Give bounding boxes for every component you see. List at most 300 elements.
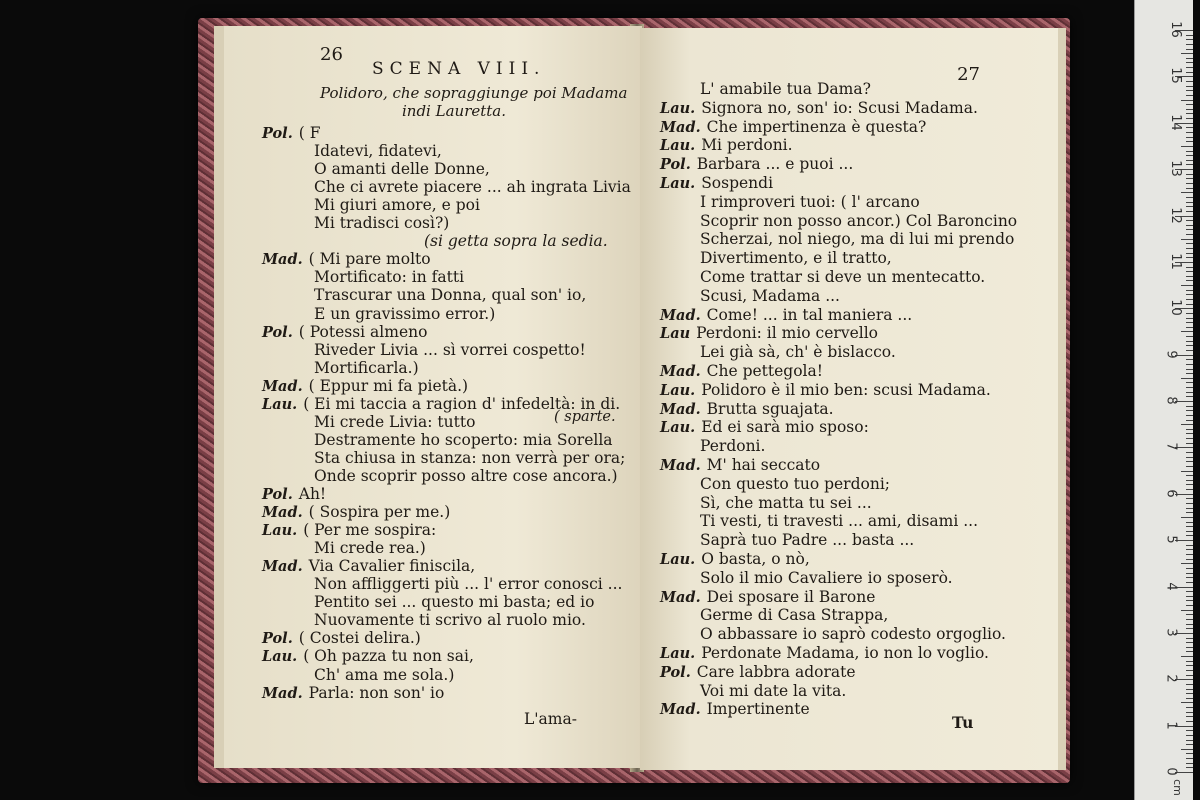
ruler-tick [1186,174,1193,175]
ruler-tick [1186,531,1193,532]
verse-line [262,503,450,522]
ruler-tick [1186,253,1193,254]
verse-line [262,647,474,666]
verse-line [262,666,454,684]
ruler-tick [1186,229,1193,230]
speaker-label: Mad. [262,251,303,269]
ruler-tick [1186,707,1193,708]
ruler-tick [1186,197,1193,198]
ruler-tick [1186,322,1193,323]
line-text: Trascurar una Donna, qual son' io, [314,286,587,305]
speaker-label: Lau. [660,137,696,155]
ruler-tick [1186,39,1193,40]
line-text: Voi mi date la vita. [700,681,847,700]
verse-line [262,449,625,467]
verse-line [660,550,810,569]
ruler-tick [1186,577,1193,578]
line-text: ( Per me sospira: [303,521,437,540]
ruler-tick [1186,81,1193,82]
line-text: Dei sposare il Barone [706,587,876,606]
speaker-label: Mad. [262,504,303,522]
line-text: Come trattar si deve un mentecatto. [700,268,986,286]
ruler-tick [1186,433,1193,434]
ruler-unit: cm [1170,779,1184,796]
verse-line [262,178,631,196]
ruler-tick [1186,341,1193,342]
verse-line [660,118,926,137]
ruler-tick [1186,364,1193,365]
ruler-tick [1186,392,1193,393]
line-text: Parla: non son' io [308,683,445,702]
ruler-tick [1186,545,1193,546]
ruler-tick [1181,610,1193,611]
verse-line [660,437,765,455]
ruler-tick [1186,267,1193,268]
ruler-tick [1181,702,1193,703]
verse-line [262,196,480,214]
right-page [640,28,1066,770]
verse-line [660,230,1014,248]
speaker-label: Mad. [262,377,303,395]
ruler-tick [1181,517,1193,518]
ruler-tick [1186,614,1193,615]
ruler-tick [1186,127,1193,128]
ruler-tick [1186,508,1193,509]
speaker-label: Lau. [262,395,298,413]
line-text: ( Costei delira.) [298,629,421,648]
verse-line [660,400,834,419]
ruler-tick [1186,118,1193,119]
verse-line [660,193,920,211]
verse-line [660,606,888,624]
ruler-tick [1181,100,1193,101]
verse-line [262,539,426,557]
ruler-tick [1186,188,1193,189]
ruler-tick [1181,239,1193,240]
line-text: I rimproveri tuoi: ( l' arcano [700,192,920,211]
ruler-tick [1186,387,1193,388]
line-text: ( Oh pazza tu non sai, [303,647,474,666]
ruler-tick [1186,183,1193,184]
line-text: Barbara ... e puoi ... [696,155,854,174]
ruler-tick [1186,95,1193,96]
verse-line [262,467,618,485]
ruler-tick [1181,331,1193,332]
line-text: Scherzai, nol niego, ma di lui mi prendo [700,230,1015,249]
ruler-tick [1186,512,1193,513]
line-text: Mi perdoni. [701,136,793,155]
ruler-number: 15 [1167,67,1183,85]
verse-line [262,684,444,703]
speaker-label: Pol. [262,125,293,142]
ruler-tick [1181,471,1193,472]
ruler-tick [1186,591,1193,592]
ruler-tick [1186,638,1193,639]
line-text: Ed ei sarà mio sposo: [701,418,869,437]
ruler-tick [1186,35,1193,36]
speaker-label: Pol. [262,630,293,648]
ruler-tick [1186,206,1193,207]
line-text: Solo il mio Cavaliere io sposerò. [700,568,953,587]
speaker-label: Pol. [660,156,691,174]
verse-line [660,136,793,155]
ruler-tick [1181,53,1193,54]
ruler-tick [1186,369,1193,370]
line-text: Care labbra adorate [696,662,856,681]
verse-line [262,305,495,323]
ruler-number: 6 [1163,489,1179,498]
line-text: Con questo tuo perdoni; [700,474,891,493]
ruler-tick [1181,656,1193,657]
line-text: Brutta sguajata. [706,399,834,418]
verse-line [660,174,773,193]
ruler-number: 11 [1167,253,1183,270]
ruler-tick [1186,304,1193,305]
verse-line [262,359,419,377]
line-text: O basta, o nò, [701,550,810,568]
ruler-tick [1186,178,1193,179]
measurement-ruler [1134,0,1193,800]
page-number: 26 [320,44,343,65]
line-text: Mi giuri amore, e poi [314,196,480,215]
ruler-tick [1186,522,1193,523]
line-text: Via Cavalier finiscila, [308,557,476,576]
speaker-label: Mad. [660,306,701,324]
ruler-tick [1186,735,1193,736]
line-text: Scoprir non posso ancor.) Col Baroncino [700,211,1018,230]
verse-line [262,593,594,611]
line-text: Pentito sei ... questo mi basta; ed io [314,593,595,612]
line-text: Perdoni: il mio cervello [696,324,878,343]
ruler-tick [1186,271,1193,272]
ruler-tick [1181,563,1193,564]
ruler-tick [1186,466,1193,467]
speaker-label: Pol. [262,323,293,341]
speaker-label: Mad. [660,118,701,136]
verse-line [660,531,914,549]
ruler-number: 0 [1163,767,1179,776]
line-text: Perdonate Madama, io non lo voglio. [701,644,989,662]
speaker-label: Mad. [660,457,701,474]
ruler-tick [1186,137,1193,138]
ruler-tick [1186,49,1193,50]
speaker-label: Mad. [660,363,701,380]
ruler-tick [1186,299,1193,300]
line-text: Polidoro è il mio ben: scusi Madama. [701,380,991,399]
line-text: Nuovamente ti scrivo al ruolo mio. [314,611,586,630]
verse-line [660,381,991,400]
ruler-tick [1186,44,1193,45]
ruler-tick [1186,248,1193,249]
line-text: Sì, che matta tu sei ... [700,493,872,512]
ruler-tick [1186,670,1193,671]
ruler-tick [1186,461,1193,462]
ruler-tick [1186,373,1193,374]
ruler-tick [1186,410,1193,411]
ruler-tick [1186,480,1193,481]
speaker-label: Lau. [660,99,696,117]
ruler-tick [1186,619,1193,620]
ruler-tick [1186,605,1193,606]
ruler-tick [1186,58,1193,59]
ruler-tick [1186,484,1193,485]
ruler-tick [1186,661,1193,662]
verse-line [262,431,613,449]
catchword: L'ama- [524,710,577,728]
line-text: ( Potessi almeno [298,322,428,341]
speaker-label: Mad. [660,588,701,606]
verse-line [262,575,622,593]
line-text: Saprà tuo Padre ... basta ... [700,531,915,550]
verse-line [660,268,985,286]
line-text: Perdoni. [700,437,766,456]
ruler-tick [1186,443,1193,444]
ruler-tick [1186,345,1193,346]
verse-line [262,250,431,269]
speaker-label: Mad. [660,701,701,719]
ruler-tick [1186,225,1193,226]
ruler-tick [1186,420,1193,421]
ruler-tick [1186,429,1193,430]
line-text: Ch' ama me sola.) [314,665,455,684]
speaker-label: Lau. [262,522,298,540]
stage-direction: ( sparte. [554,409,616,425]
ruler-tick [1186,554,1193,555]
ruler-tick [1186,549,1193,550]
ruler-tick [1186,406,1193,407]
ruler-tick [1186,740,1193,741]
line-text: Che ci avrete piacere ... ah ingrata Livia [314,178,631,197]
verse-line [660,494,872,512]
verse-line [262,232,608,250]
verse-line [262,214,449,232]
ruler-tick [1181,192,1193,193]
ruler-number: 2 [1163,674,1179,683]
verse-line [660,306,912,325]
ruler-tick [1186,665,1193,666]
line-text: Destramente ho scoperto: mia Sorella [314,430,613,449]
ruler-tick [1186,396,1193,397]
line-text: Che impertinenza è questa? [706,117,927,136]
ruler-tick [1186,67,1193,68]
scene-title: SCENA VIII. [372,59,546,79]
speaker-label: Lau. [660,645,696,662]
line-text: O amanti delle Donne, [314,160,490,179]
ruler-number: 1 [1163,720,1179,730]
line-text: Onde scoprir posso altre cose ancora.) [314,466,618,485]
verse-line [262,124,320,143]
ruler-tick [1186,624,1193,625]
speaker-label: Lau. [660,419,696,437]
ruler-tick [1186,712,1193,713]
ruler-tick [1186,336,1193,337]
ruler-number: 16 [1167,21,1183,38]
ruler-tick [1186,72,1193,73]
ruler-tick [1181,146,1193,147]
ruler-tick [1186,104,1193,105]
verse-line [660,249,892,267]
verse-line [660,512,978,530]
line-text: Germe di Casa Strappa, [700,606,889,625]
ruler-number: 4 [1163,581,1179,591]
ruler-tick [1186,313,1193,314]
left-page [214,26,642,768]
ruler-tick [1186,503,1193,504]
verse-line [660,663,856,682]
ruler-tick [1186,113,1193,114]
ruler-tick [1186,452,1193,453]
ruler-tick [1186,675,1193,676]
line-text: O abbassare io saprò codesto orgoglio. [700,625,1006,644]
ruler-tick [1186,730,1193,731]
ruler-tick [1186,693,1193,694]
ruler-tick [1186,767,1193,768]
ruler-tick [1186,642,1193,643]
speaker-label: Mad. [660,400,701,418]
line-text: Signora no, son' io: Scusi Madama. [701,98,978,117]
ruler-tick [1186,141,1193,142]
ruler-tick [1186,211,1193,212]
verse-line [262,160,490,178]
verse-line [262,268,464,286]
verse-line [262,286,586,304]
line-text: Ah! [298,485,327,503]
verse-line [660,569,953,587]
ruler-tick [1186,596,1193,597]
ruler-tick [1186,457,1193,458]
line-text: Mi crede rea.) [314,539,426,558]
ruler-tick [1181,749,1193,750]
ruler-tick [1186,86,1193,87]
ruler-tick [1186,62,1193,63]
ruler-tick [1186,758,1193,759]
line-text: ( Eppur mi fa pietà.) [308,376,469,395]
verse-line [660,700,810,719]
ruler-number: 7 [1163,442,1179,452]
ruler-tick [1186,744,1193,745]
verse-line [660,475,890,493]
ruler-tick [1181,378,1193,379]
stage-direction: Polidoro, che sopraggiunge poi Madama [320,84,628,102]
ruler-tick [1186,359,1193,360]
ruler-tick [1186,276,1193,277]
verse-line [262,395,620,414]
ruler-number: 9 [1163,349,1179,359]
line-text: ( Ei mi taccia a ragion d' infedeltà: in di. [303,394,621,413]
speaker-label: Lau. [262,648,298,666]
ruler-number: 10 [1167,299,1183,317]
ruler-tick [1186,327,1193,328]
ruler-tick [1186,280,1193,281]
ruler-tick [1186,234,1193,235]
verse-line [660,287,840,305]
ruler-number: 12 [1167,206,1183,224]
verse-line [262,142,442,160]
ruler-tick [1186,350,1193,351]
line-text: Mortificato: in fatti [314,268,465,287]
ruler-tick [1186,132,1193,133]
speaker-label: Lau. [660,381,696,399]
verse-line [660,80,871,98]
ruler-number: 13 [1167,160,1183,177]
line-text: Idatevi, fidatevi, [314,142,442,161]
ruler-number: 8 [1163,396,1179,405]
verse-line [262,413,475,431]
line-text: L' amabile tua Dama? [700,80,871,98]
ruler-tick [1186,318,1193,319]
speaker-label: Lau [660,325,691,343]
verse-line [660,155,853,174]
ruler-tick [1186,721,1193,722]
line-text: Mortificarla.) [314,358,419,377]
ruler-tick [1181,424,1193,425]
ruler-tick [1186,475,1193,476]
ruler-tick [1186,582,1193,583]
line-text: E un gravissimo error.) [314,304,496,323]
ruler-tick [1186,438,1193,439]
speaker-label: Pol. [262,486,293,503]
verse-line [660,644,989,663]
speaker-label: Lau. [660,551,696,568]
ruler-number: 5 [1163,535,1179,544]
catchword: Tu [952,713,974,732]
ruler-tick [1186,647,1193,648]
line-text: Impertinente [706,700,810,719]
verse-line [262,629,421,648]
line-text: Divertimento, e il tratto, [700,249,892,268]
line-text: Mi crede Livia: tutto [314,412,476,431]
page-number: 27 [957,64,980,85]
verse-line [262,377,468,396]
ruler-tick [1186,90,1193,91]
ruler-tick [1186,202,1193,203]
ruler-tick [1186,290,1193,291]
line-text: ( Sospira per me.) [308,503,451,522]
ruler-tick [1186,151,1193,152]
speaker-label: Mad. [262,558,303,576]
verse-line [262,323,427,342]
ruler-tick [1186,164,1193,165]
line-text: M' hai seccato [706,456,821,474]
verse-line [262,521,436,540]
verse-line [660,625,1006,643]
line-text: Come! ... in tal maniera ... [706,305,913,324]
line-text: Non affliggerti più ... l' error conosci ... [314,575,623,594]
ruler-tick [1186,628,1193,629]
line-text: Ti vesti, ti travesti ... ami, disami ... [700,512,979,531]
ruler-tick [1186,526,1193,527]
ruler-tick [1186,160,1193,161]
speaker-label: Mad. [262,684,303,702]
verse-line [262,485,326,504]
ruler-tick [1186,559,1193,560]
verse-line [262,611,586,629]
verse-line [660,212,1017,230]
ruler-tick [1186,498,1193,499]
line-text: ( Mi pare molto [308,250,431,269]
ruler-number: 3 [1163,628,1179,637]
ruler-tick [1186,698,1193,699]
ruler-tick [1186,716,1193,717]
verse-line [660,588,875,607]
ruler-tick [1186,689,1193,690]
line-text: Sospendi [701,174,774,192]
line-text: Riveder Livia ... sì vorrei cospetto! [314,340,586,359]
ruler-tick [1186,573,1193,574]
ruler-number: 14 [1167,113,1183,131]
ruler-tick [1186,382,1193,383]
speaker-label: Pol. [660,663,691,681]
